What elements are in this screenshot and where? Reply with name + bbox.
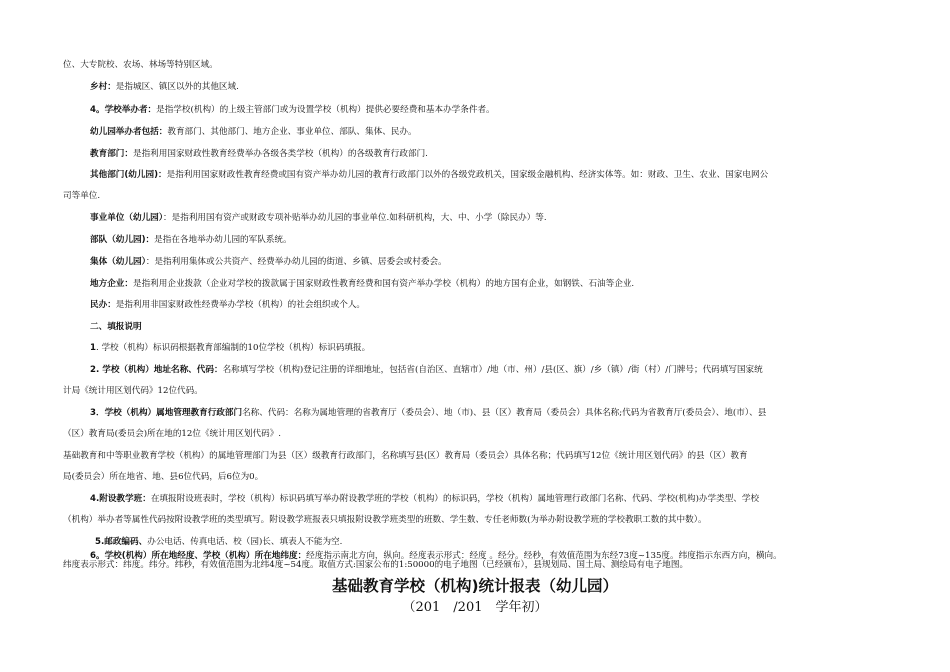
paragraph-line: 教育部门：是指利用国家财政性教育经费举办各级各类学校（机构）的各级教育行政部门. bbox=[90, 149, 428, 159]
paragraph-line: 1. 学校（机构）标识码根据教育部编制的10位学校（机构）标识码填报。 bbox=[90, 343, 371, 353]
paragraph-line: 纬度表示形式：纬度。纬分。纬秒，有效值范围为北纬4度~54度。取值方式:国家公布的1:50000的电子地图（已经颁布），县规划局、国土局、测绘局有电子地图。 bbox=[63, 560, 689, 570]
paragraph-line: 计局《统计用区划代码》12位代码。 bbox=[63, 386, 203, 396]
paragraph-line: 乡村：是指城区、镇区以外的其他区域. bbox=[90, 82, 239, 92]
paragraph-line: 幼儿园举办者包括：教育部门、其他部门、地方企业、事业单位、部队、集体、民办。 bbox=[90, 127, 417, 137]
paragraph-line: 地方企业：是指利用企业拨款（企业对学校的拨款属于国家财政性教育经费和国有资产举办学校（机构）的地方国有企业，如钢铁、石油等企业. bbox=[90, 279, 635, 289]
paragraph-line: 民办：是指利用非国家财政性经费举办学校（机构）的社会组织或个人。 bbox=[90, 300, 366, 310]
paragraph-line: 局(委员会）所在地省、地、县6位代码，后6位为0。 bbox=[63, 472, 264, 482]
paragraph-line: 2. 学校（机构）地址名称、代码：名称填写学校（机构)登记注册的详细地址，包括省(自治区、直辖市）/地（市、州）/县(区、旗）/乡（镇）/街（村）/门牌号；代码填写国家统 bbox=[90, 365, 763, 375]
report-title: 基础教育学校（机构)统计报表（幼儿园） bbox=[331, 577, 619, 595]
paragraph-line: 5.邮政编码、办公电话、传真电话、校（园)长、填表人不能为空. bbox=[95, 537, 343, 547]
paragraph-line: 位、大专院校、农场、林场等特别区域。 bbox=[63, 60, 218, 70]
section-heading: 二、填报说明 bbox=[90, 322, 142, 332]
paragraph-line: 3．学校（机构）属地管理教育行政部门名称、代码：名称为属地管理的省教育厅（委员会）、地（市)、县（区）教育局（委员会）具体名称;代码为省教育厅(委员会）、地(市）、县 bbox=[90, 408, 767, 418]
paragraph-line: （机构）举办者等属性代码按附设教学班的类型填写。附设教学班报表只填报附设教学班类型的班数、学生数、专任老师数(为举办附设教学班的学校教职工数的其中数）。 bbox=[63, 515, 707, 525]
paragraph-line: 司等单位. bbox=[63, 191, 101, 201]
paragraph-line: 集体（幼儿园）：是指利用集体或公共资产、经费举办幼儿园的街道、乡镇、居委会或村委会。 bbox=[90, 257, 447, 267]
paragraph-line: 4.附设教学班：在填报附设班表时，学校（机构）标识码填写举办附设教学班的学校（机构）的标识码，学校（机构）属地管理行政部门名称、代码、学校(机构)办学类型、学校 bbox=[90, 494, 760, 504]
paragraph-line: 其他部门(幼儿园)：是指利用国家财政性教育经费或国有资产举办幼儿园的教育行政部门以外的各级党政机关，国家级金融机构、经济实体等。如：财政、卫生、农业、国家电网公 bbox=[90, 170, 769, 180]
paragraph-line: 6。学校(机构）所在地经度、学校（机构）所在地纬度：经度指示南北方向，纵向。经度表示形式：经度 。经分。经秒，有效值范围为东经73度~135度。纬度指示东西方向，横向。 bbox=[90, 551, 782, 561]
paragraph-line: 基础教育和中等职业教育学校（机构）的属地管理部门为县（区）级教育行政部门，名称填写县(区）教育局（委员会）具体名称；代码填写12位《统计用区划代码》的县（区）教育 bbox=[63, 451, 748, 461]
paragraph-line: 事业单位（幼儿园）：是指利用国有资产或财政专项补贴举办幼儿园的事业单位.如科研机构，大、中、小学（除民办）等. bbox=[90, 213, 547, 223]
paragraph-line: 部队（幼儿园)：是指在各地举办幼儿园的军队系统。 bbox=[90, 235, 292, 245]
paragraph-line: 4。学校举办者：是指学校(机构）的上级主管部门或为设置学校（机构）提供必要经费和基本办学条件者。 bbox=[90, 105, 495, 115]
report-subtitle: （201 /201 学年初） bbox=[402, 600, 548, 615]
paragraph-line: （区）教育局(委员会)所在地的12位《统计用区划代码》. bbox=[63, 429, 282, 439]
